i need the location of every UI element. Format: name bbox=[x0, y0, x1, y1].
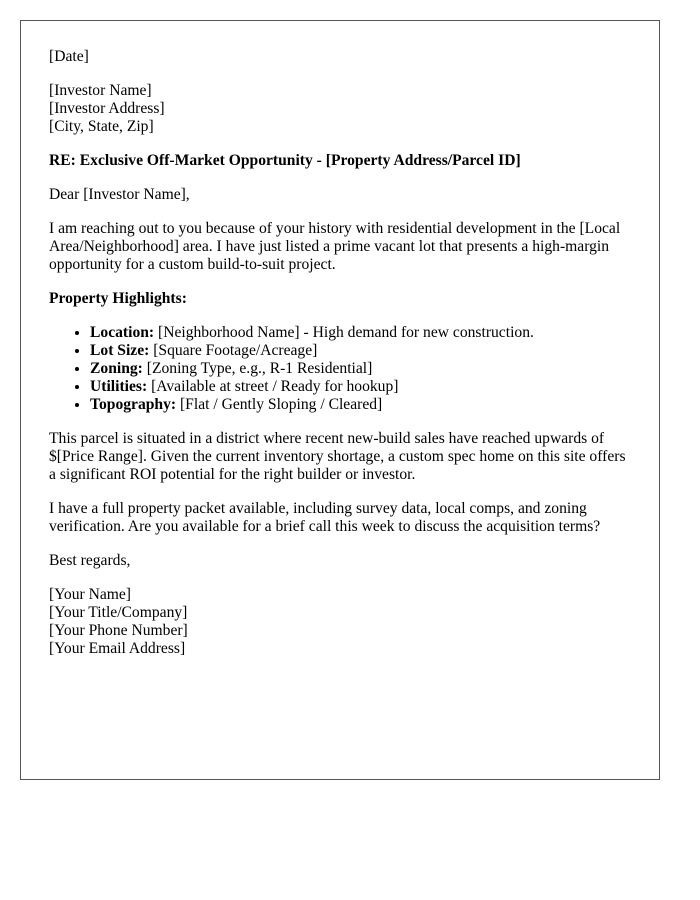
signature-name: [Your Name] bbox=[49, 586, 132, 603]
signature-title-company: [Your Title/Company] bbox=[49, 604, 188, 621]
subject-line: RE: Exclusive Off-Market Opportunity - [Property Address/Parcel ID] bbox=[49, 152, 521, 169]
closing-paragraph: I have a full property packet available, including survey data, local comps, and zoning verification. Are you available for a brief call this week to discuss the acquisition terms? bbox=[49, 500, 601, 535]
recipient-block bbox=[49, 82, 631, 136]
letter-date: [Date] bbox=[49, 48, 89, 65]
sign-off: Best regards, bbox=[49, 552, 131, 569]
highlight-value: [Available at street / Ready for hookup] bbox=[147, 378, 399, 395]
highlight-utilities bbox=[90, 378, 631, 396]
highlight-value: [Zoning Type, e.g., R-1 Residential] bbox=[142, 360, 373, 377]
highlight-location bbox=[90, 324, 631, 342]
highlight-value: [Neighborhood Name] - High demand for new construction. bbox=[154, 324, 534, 341]
highlight-value: [Square Footage/Acreage] bbox=[149, 342, 318, 359]
signature-block bbox=[49, 586, 631, 658]
highlight-lot-size bbox=[90, 342, 631, 360]
market-paragraph: This parcel is situated in a district where recent new-build sales have reached upwards of $[Price Range]. Given the current inventory shortage, a custom spec home on this site offers a significant ROI potential for the right builder or investor. bbox=[49, 430, 626, 483]
highlights-list bbox=[49, 324, 631, 414]
highlights-heading: Property Highlights: bbox=[49, 290, 187, 307]
recipient-name: [Investor Name] bbox=[49, 82, 152, 99]
highlight-value: [Flat / Gently Sloping / Cleared] bbox=[176, 396, 383, 413]
highlight-topography bbox=[90, 396, 631, 414]
highlight-label: Utilities: bbox=[90, 378, 148, 395]
highlight-label: Topography: bbox=[90, 396, 177, 413]
highlight-zoning bbox=[90, 360, 631, 378]
signature-email: [Your Email Address] bbox=[49, 640, 186, 657]
highlight-label: Lot Size: bbox=[90, 342, 150, 359]
letter-page bbox=[20, 20, 660, 780]
intro-paragraph: I am reaching out to you because of your history with residential development in the [Local Area/Neighborhood] area. I have just listed a prime vacant lot that presents a high-margin opportunity for a custom build-to-suit project. bbox=[49, 220, 621, 273]
recipient-city-state-zip: [City, State, Zip] bbox=[49, 118, 154, 135]
recipient-address: [Investor Address] bbox=[49, 100, 165, 117]
salutation: Dear [Investor Name], bbox=[49, 186, 190, 203]
highlight-label: Zoning: bbox=[90, 360, 143, 377]
signature-phone: [Your Phone Number] bbox=[49, 622, 188, 639]
highlight-label: Location: bbox=[90, 324, 155, 341]
